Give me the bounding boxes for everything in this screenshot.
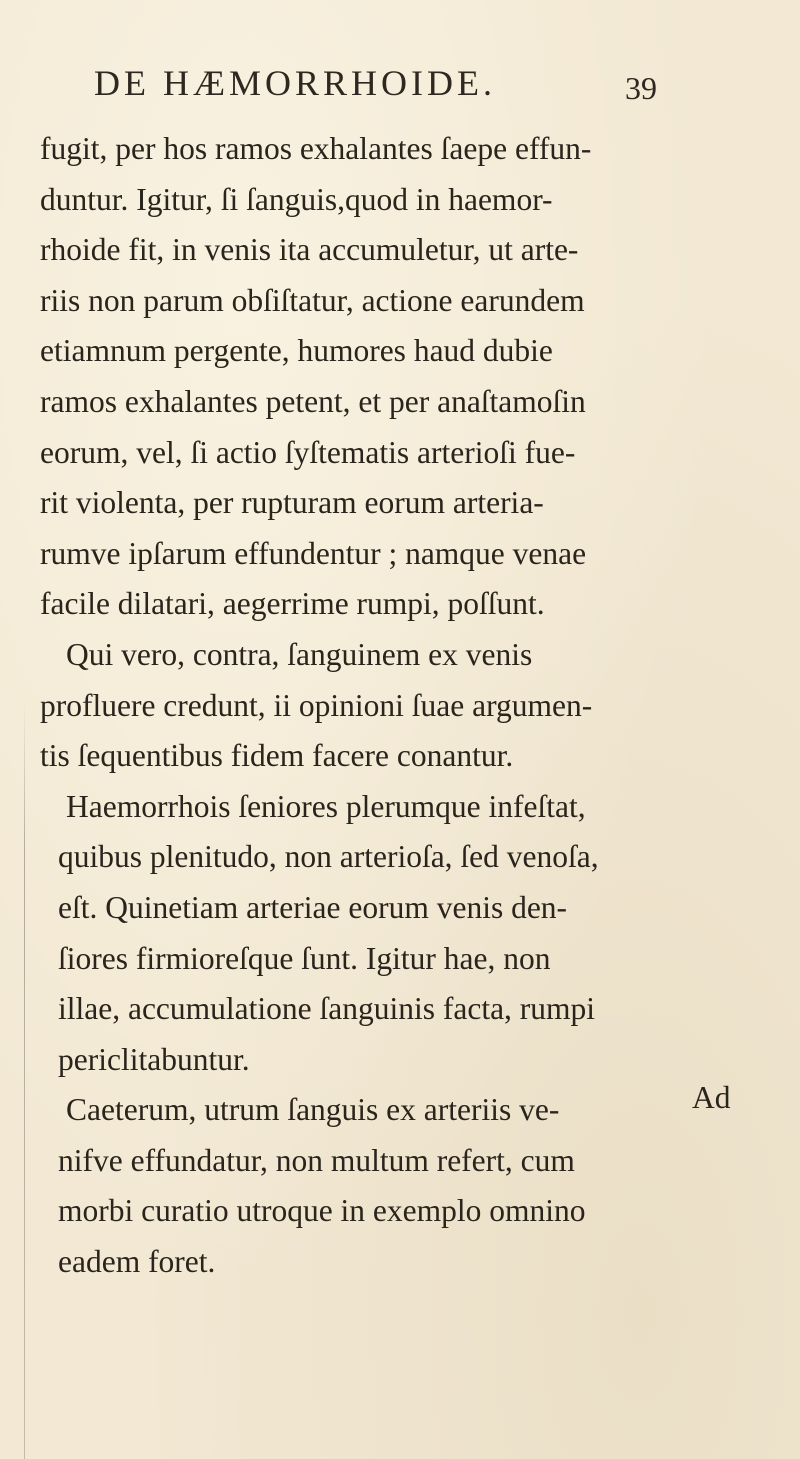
text-line: rit violenta, per rupturam eorum arteria-	[40, 485, 544, 521]
paragraph-start-line: Caeterum, utrum ſanguis ex arteriis ve-	[66, 1092, 560, 1128]
text-line: etiamnum pergente, humores haud dubie	[40, 333, 553, 369]
text-line: rhoide fit, in venis ita accumuletur, ut arte-	[40, 232, 579, 268]
page-fold-shadow	[24, 700, 25, 1459]
text-line: ramos exhalantes petent, et per anaſtamoſin	[40, 383, 586, 419]
text-line: eorum, vel, ſi actio ſyſtematis arterioſi fue-	[40, 434, 576, 470]
paragraph-start-line: Qui vero, contra, ſanguinem ex venis	[66, 636, 533, 672]
page-number: 39	[625, 70, 657, 106]
running-title: DE HÆMORRHOIDE.	[94, 63, 496, 103]
text-line: tis ſequentibus fidem facere conantur.	[40, 738, 514, 774]
text-line: profluere credunt, ii opinioni ſuae argumen-	[40, 687, 593, 723]
text-line: rumve ipſarum effundentur ; namque venae	[40, 535, 587, 571]
catchword: Ad	[692, 1080, 731, 1115]
paragraph-start-line: Haemorrhois ſeniores plerumque infeſtat,	[66, 788, 586, 824]
text-line: facile dilatari, aegerrime rumpi, poſſunt.	[40, 586, 545, 622]
text-line: nifve effundatur, non multum refert, cum	[58, 1142, 575, 1178]
text-line: morbi curatio utroque in exemplo omnino	[58, 1193, 586, 1229]
text-line: duntur. Igitur, ſi ſanguis,quod in haemor-	[40, 181, 553, 217]
text-line: periclitabuntur.	[58, 1041, 250, 1077]
text-line: illae, accumulatione ſanguinis facta, rumpi	[58, 991, 596, 1027]
text-line: ſiores firmioreſque ſunt. Igitur hae, non	[58, 940, 551, 976]
text-line: eſt. Quinetiam arteriae eorum venis den-	[58, 889, 568, 925]
text-line: riis non parum obſiſtatur, actione earundem	[40, 282, 585, 318]
text-line: fugit, per hos ramos exhalantes ſaepe effun-	[40, 131, 592, 166]
body-text	[40, 124, 770, 1288]
text-line: eadem foret.	[58, 1244, 216, 1280]
text-line: quibus plenitudo, non arterioſa, ſed venoſa,	[58, 839, 599, 875]
